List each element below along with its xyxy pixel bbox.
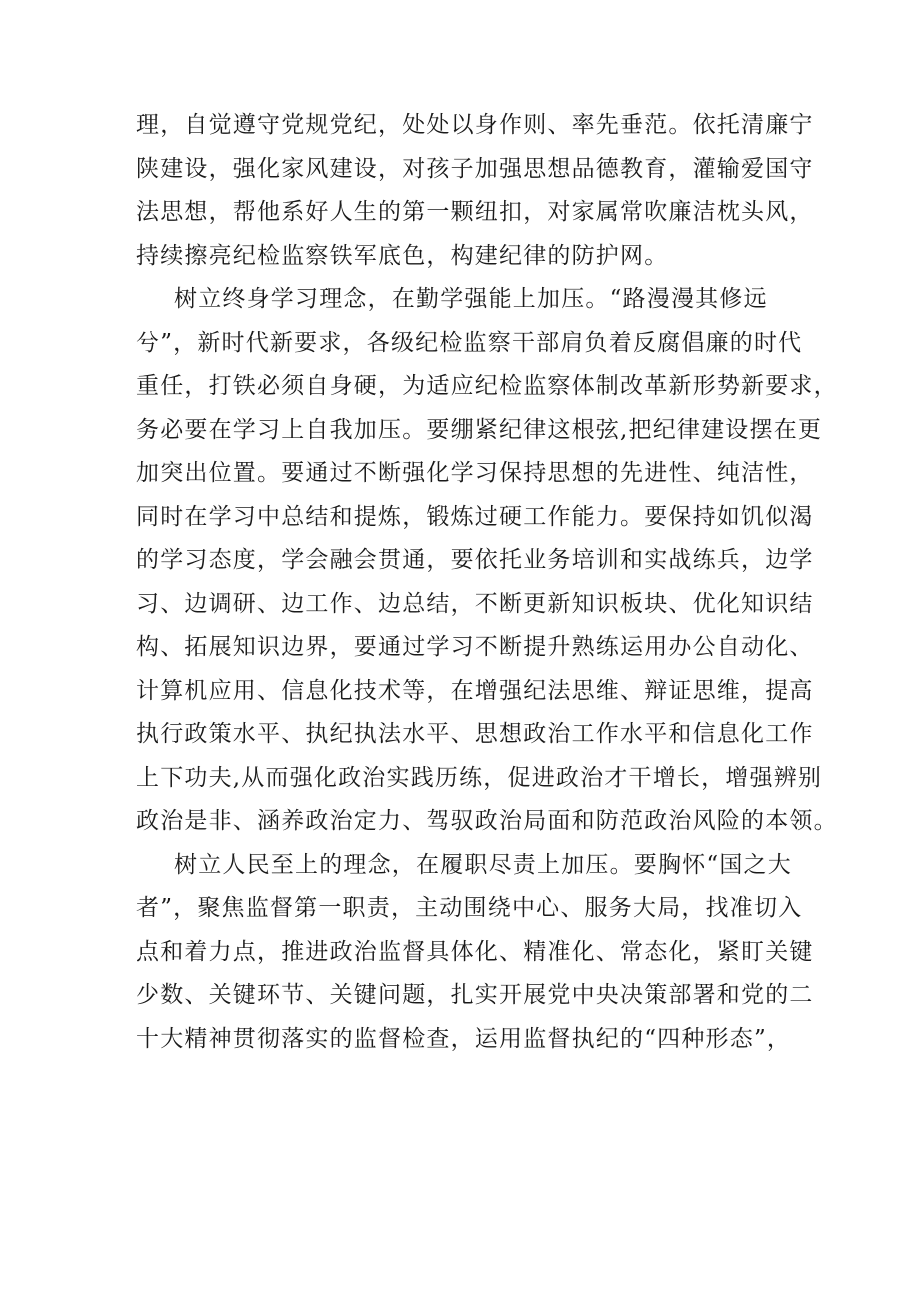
- text-line: 同时在学习中总结和提炼，锻炼过硬工作能力。要保持如饥似渴: [136, 503, 814, 530]
- text-line: 执行政策水平、执纪执法水平、思想政治工作水平和信息化工作: [136, 721, 814, 747]
- text-line: 法思想，帮他系好人生的第一颗纽扣，对家属常吹廉洁枕头风，: [136, 199, 814, 225]
- text-line: 者”，聚焦监督第一职责，主动围绕中心、服务大局，找准切入: [136, 895, 803, 921]
- text-line: 十大精神贯彻落实的监督检查，运用监督执纪的“四种形态”，: [136, 1025, 792, 1052]
- text-line: 持续擦亮纪检监察铁军底色，构建纪律的防护网。: [136, 242, 669, 269]
- text-line: 加突出位置。要通过不断强化学习保持思想的先进性、纯洁性，: [136, 460, 814, 486]
- text-line: 陕建设，强化家风建设，对孩子加强思想品德教育，灌输爱国守: [136, 155, 814, 182]
- paragraph-start-line: 树立终身学习理念，在勤学强能上加压。“路漫漫其修远: [174, 286, 768, 312]
- text-line: 理，自觉遵守党规党纪，处处以身作则、率先垂范。依托清廉宁: [136, 112, 814, 138]
- text-line: 上下功夫,从而强化政治实践历练，促进政治才干增长，增强辨别: [136, 764, 823, 791]
- text-line: 构、拓展知识边界，要通过学习不断提升熟练运用办公自动化、: [136, 634, 814, 660]
- text-line: 少数、关键环节、关键问题，扎实开展党中央决策部署和党的二: [136, 982, 814, 1008]
- text-line: 的学习态度，学会融会贯通，要依托业务培训和实战练兵，边学: [136, 547, 814, 573]
- text-line: 兮”，新时代新要求，各级纪检监察干部肩负着反腐倡廉的时代: [136, 329, 803, 356]
- text-line: 计算机应用、信息化技术等，在增强纪法思维、辩证思维，提高: [136, 677, 814, 704]
- document-body: [136, 104, 838, 1061]
- text-line: 习、边调研、边工作、边总结，不断更新知识板块、优化知识结: [136, 590, 814, 617]
- text-line: 政治是非、涵养政治定力、驾驭政治局面和防范政治风险的本领。: [136, 808, 838, 834]
- paragraph-start-line: 树立人民至上的理念，在履职尽责上加压。要胸怀“国之大: [174, 851, 792, 878]
- text-line: 重任，打铁必须自身硬，为适应纪检监察体制改革新形势新要求，: [136, 373, 838, 399]
- text-line: 务必要在学习上自我加压。要绷紧纪律这根弦,把纪律建设摆在更: [136, 416, 823, 443]
- text-line: 点和着力点，推进政治监督具体化、精准化、常态化，紧盯关键: [136, 938, 814, 965]
